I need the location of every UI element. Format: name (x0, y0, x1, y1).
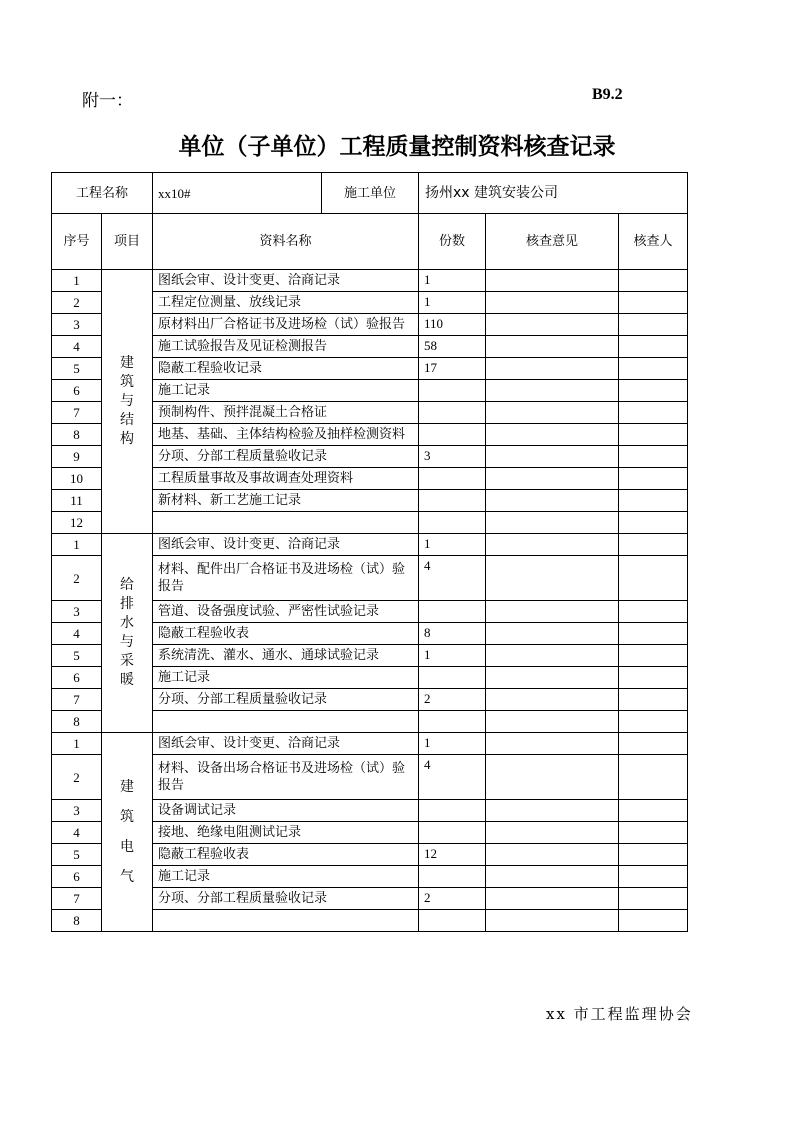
col-header-copies: 份数 (419, 214, 486, 270)
project-name-value: xx10# (158, 185, 191, 201)
review-opinion-cell (486, 534, 619, 556)
inspector-cell (619, 755, 688, 800)
document-name: 图纸会审、设计变更、洽商记录 (153, 270, 419, 292)
inspector-cell (619, 534, 688, 556)
project-name-value-cell (153, 173, 419, 214)
row-number: 3 (52, 601, 102, 623)
document-name: 接地、绝缘电阻测试记录 (153, 822, 419, 844)
project-name-label: 工程名称 (52, 173, 153, 214)
copies-count: 4 (419, 556, 486, 601)
inspector-cell (619, 270, 688, 292)
copies-count: 1 (419, 645, 486, 667)
inspector-cell (619, 402, 688, 424)
inspector-cell (619, 645, 688, 667)
col-header-document: 资料名称 (153, 214, 419, 270)
row-number: 7 (52, 689, 102, 711)
review-opinion-cell (486, 358, 619, 380)
review-opinion-cell (486, 424, 619, 446)
review-opinion-cell (486, 800, 619, 822)
inspector-cell (619, 380, 688, 402)
copies-count: 2 (419, 888, 486, 910)
col-header-category: 项目 (102, 214, 153, 270)
document-name: 分项、分部工程质量验收记录 (153, 888, 419, 910)
copies-count (419, 468, 486, 490)
row-number: 6 (52, 667, 102, 689)
document-name: 图纸会审、设计变更、洽商记录 (153, 534, 419, 556)
row-number: 4 (52, 822, 102, 844)
document-name: 隐蔽工程验收记录 (153, 358, 419, 380)
document-name: 施工记录 (153, 866, 419, 888)
review-opinion-cell (486, 711, 619, 733)
inspector-cell (619, 822, 688, 844)
document-name: 材料、设备出场合格证书及进场检（试）验报告 (153, 755, 419, 800)
copies-count (419, 800, 486, 822)
review-opinion-cell (486, 667, 619, 689)
copies-count: 12 (419, 844, 486, 866)
copies-count (419, 866, 486, 888)
review-opinion-cell (486, 888, 619, 910)
review-opinion-cell (486, 733, 619, 755)
review-opinion-cell (486, 822, 619, 844)
inspector-cell (619, 601, 688, 623)
row-number: 10 (52, 468, 102, 490)
row-number: 5 (52, 844, 102, 866)
category-label: 建筑电气 (120, 779, 134, 885)
checklist-table (51, 172, 688, 932)
attachment-label: 附一： (82, 91, 133, 111)
inspector-cell (619, 667, 688, 689)
copies-count: 2 (419, 689, 486, 711)
document-name: 系统清洗、灌水、通水、通球试验记录 (153, 645, 419, 667)
copies-count (419, 601, 486, 623)
review-opinion-cell (486, 270, 619, 292)
review-opinion-cell (486, 645, 619, 667)
document-name: 预制构件、预拌混凝土合格证 (153, 402, 419, 424)
copies-count: 1 (419, 292, 486, 314)
review-opinion-cell (486, 446, 619, 468)
inspector-cell (619, 556, 688, 601)
document-name: 分项、分部工程质量验收记录 (153, 689, 419, 711)
row-number: 2 (52, 556, 102, 601)
inspector-cell (619, 910, 688, 932)
document-name: 隐蔽工程验收表 (153, 844, 419, 866)
document-name: 图纸会审、设计变更、洽商记录 (153, 733, 419, 755)
footer-organization: xx 市工程监理协会 (546, 1005, 693, 1023)
row-number: 9 (52, 446, 102, 468)
inspector-cell (619, 711, 688, 733)
document-name: 分项、分部工程质量验收记录 (153, 446, 419, 468)
copies-count (419, 711, 486, 733)
col-header-no: 序号 (52, 214, 102, 270)
category-cell (102, 534, 153, 733)
table-row (52, 270, 688, 292)
copies-count (419, 667, 486, 689)
row-number: 5 (52, 645, 102, 667)
document-name: 管道、设备强度试验、严密性试验记录 (153, 601, 419, 623)
row-number: 2 (52, 755, 102, 800)
inspector-cell (619, 314, 688, 336)
row-number: 3 (52, 800, 102, 822)
category-cell (102, 270, 153, 534)
document-name: 施工试验报告及见证检测报告 (153, 336, 419, 358)
row-number: 1 (52, 534, 102, 556)
review-opinion-cell (486, 601, 619, 623)
document-name (153, 910, 419, 932)
table-row (52, 733, 688, 755)
row-number: 7 (52, 402, 102, 424)
document-name: 施工记录 (153, 380, 419, 402)
row-number: 5 (52, 358, 102, 380)
document-name: 材料、配件出厂合格证书及进场检（试）验报告 (153, 556, 419, 601)
contractor-value: 扬州xx 建筑安装公司 (419, 173, 688, 214)
review-opinion-cell (486, 512, 619, 534)
contractor-label: 施工单位 (321, 173, 418, 213)
copies-count (419, 512, 486, 534)
copies-count (419, 402, 486, 424)
review-opinion-cell (486, 402, 619, 424)
inspector-cell (619, 446, 688, 468)
row-number: 1 (52, 733, 102, 755)
document-name: 施工记录 (153, 667, 419, 689)
row-number: 4 (52, 623, 102, 645)
document-name: 新材料、新工艺施工记录 (153, 490, 419, 512)
row-number: 1 (52, 270, 102, 292)
inspector-cell (619, 733, 688, 755)
review-opinion-cell (486, 755, 619, 800)
copies-count (419, 380, 486, 402)
review-opinion-cell (486, 380, 619, 402)
copies-count: 1 (419, 270, 486, 292)
document-name: 原材料出厂合格证书及进场检（试）验报告 (153, 314, 419, 336)
row-number: 7 (52, 888, 102, 910)
copies-count (419, 822, 486, 844)
inspector-cell (619, 623, 688, 645)
inspector-cell (619, 424, 688, 446)
document-name: 工程质量事故及事故调查处理资料 (153, 468, 419, 490)
document-title: 单位（子单位）工程质量控制资料核查记录 (178, 134, 616, 160)
copies-count (419, 910, 486, 932)
review-opinion-cell (486, 490, 619, 512)
review-opinion-cell (486, 689, 619, 711)
review-opinion-cell (486, 910, 619, 932)
review-opinion-cell (486, 623, 619, 645)
copies-count: 110 (419, 314, 486, 336)
document-name (153, 512, 419, 534)
category-label: 建筑与结构 (120, 355, 134, 447)
row-number: 8 (52, 910, 102, 932)
inspector-cell (619, 512, 688, 534)
document-name (153, 711, 419, 733)
inspector-cell (619, 336, 688, 358)
info-row (52, 173, 688, 214)
review-opinion-cell (486, 314, 619, 336)
inspector-cell (619, 844, 688, 866)
copies-count (419, 424, 486, 446)
review-opinion-cell (486, 292, 619, 314)
copies-count: 17 (419, 358, 486, 380)
document-name: 隐蔽工程验收表 (153, 623, 419, 645)
row-number: 3 (52, 314, 102, 336)
review-opinion-cell (486, 556, 619, 601)
category-label: 给排水与采暖 (120, 577, 134, 688)
copies-count: 4 (419, 755, 486, 800)
category-cell (102, 733, 153, 932)
col-header-opinion: 核查意见 (486, 214, 619, 270)
col-header-inspector: 核查人 (619, 214, 688, 270)
row-number: 8 (52, 711, 102, 733)
review-opinion-cell (486, 336, 619, 358)
copies-count: 1 (419, 534, 486, 556)
document-name: 地基、基础、主体结构检验及抽样检测资料 (153, 424, 419, 446)
copies-count: 58 (419, 336, 486, 358)
column-header-row (52, 214, 688, 270)
copies-count: 8 (419, 623, 486, 645)
row-number: 2 (52, 292, 102, 314)
row-number: 6 (52, 866, 102, 888)
inspector-cell (619, 866, 688, 888)
review-opinion-cell (486, 844, 619, 866)
document-name: 设备调试记录 (153, 800, 419, 822)
table-row (52, 534, 688, 556)
inspector-cell (619, 490, 688, 512)
row-number: 6 (52, 380, 102, 402)
inspector-cell (619, 800, 688, 822)
review-opinion-cell (486, 866, 619, 888)
row-number: 8 (52, 424, 102, 446)
row-number: 12 (52, 512, 102, 534)
copies-count (419, 490, 486, 512)
copies-count: 1 (419, 733, 486, 755)
copies-count: 3 (419, 446, 486, 468)
inspector-cell (619, 888, 688, 910)
document-name: 工程定位测量、放线记录 (153, 292, 419, 314)
review-opinion-cell (486, 468, 619, 490)
inspector-cell (619, 358, 688, 380)
inspector-cell (619, 468, 688, 490)
row-number: 4 (52, 336, 102, 358)
row-number: 11 (52, 490, 102, 512)
form-code: B9.2 (592, 86, 623, 103)
inspector-cell (619, 689, 688, 711)
inspector-cell (619, 292, 688, 314)
